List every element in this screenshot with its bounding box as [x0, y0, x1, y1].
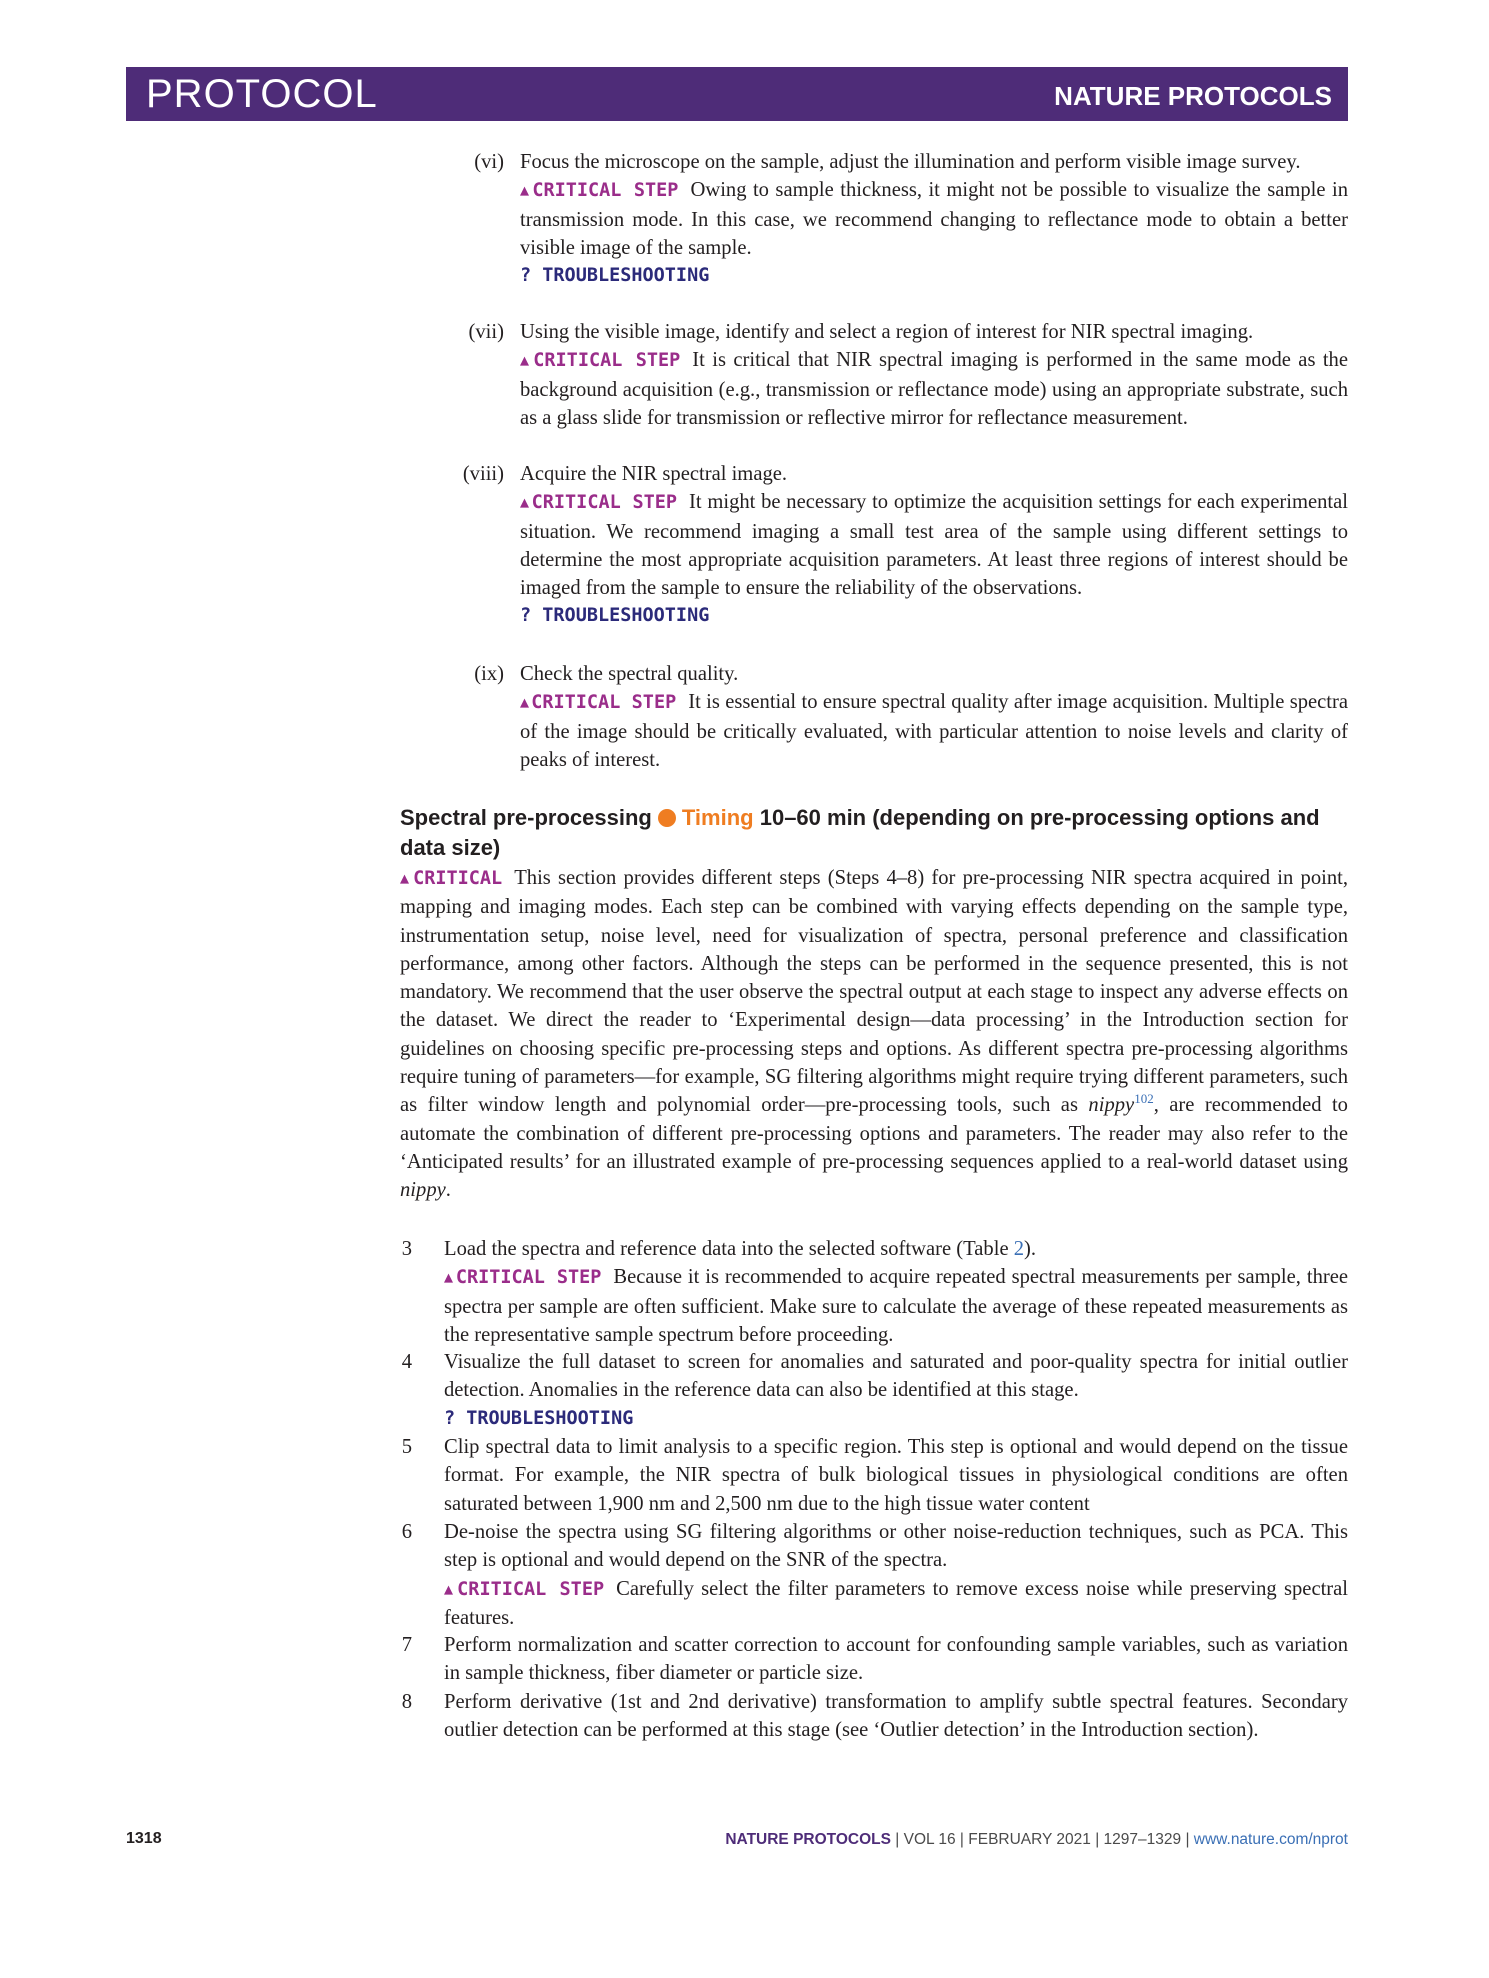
timing-label: Timing — [681, 805, 754, 830]
triangle-icon: ▲ — [520, 493, 530, 512]
timing-value: 10–60 min (depending on pre-processing options and data size) — [400, 805, 1320, 860]
step-number: (ix) — [474, 663, 504, 685]
troubleshooting-label: ? TROUBLESHOOTING — [520, 605, 710, 627]
step-number: 4 — [401, 1351, 412, 1373]
footer-journal: NATURE PROTOCOLS — [725, 1831, 891, 1848]
header-bar — [126, 67, 1348, 121]
step-number: 8 — [401, 1691, 412, 1713]
critical-step-label: ▲ CRITICAL STEP — [444, 1267, 602, 1289]
footer-pages: 1297–1329 — [1103, 1831, 1182, 1848]
step-ix — [520, 660, 1348, 774]
critical-step-label: ▲ CRITICAL STEP — [520, 180, 679, 202]
triangle-icon: ▲ — [444, 1268, 454, 1287]
section-heading — [400, 803, 1348, 863]
step-5 — [444, 1433, 1348, 1518]
step-text: De-noise the spectra using SG filtering algorithms or other noise-reduction techniques, such as PCA. This step is optional and would depend on the SNR of the spectra. — [444, 1521, 1348, 1572]
step-4 — [444, 1348, 1348, 1433]
critical-step-note: ▲ CRITICAL STEP Because it is recommended to acquire repeated spectral measurements per sample, three spectra per sample are often sufficient. Make sure to calculate the average of these repeated measurements as the representative sample spectrum before proceeding. — [444, 1266, 1349, 1346]
step-6 — [444, 1518, 1348, 1632]
step-7 — [444, 1631, 1348, 1688]
step-vii — [520, 318, 1348, 432]
step-text: Acquire the NIR spectral image. — [520, 463, 788, 485]
step-number: 3 — [401, 1238, 412, 1260]
step-number: (vi) — [474, 151, 504, 173]
step-text: Load the spectra and reference data into the selected software (Table 2). — [444, 1238, 1037, 1260]
page-number: 1318 — [126, 1830, 162, 1847]
timing-dot-icon — [658, 809, 676, 827]
step-number: 6 — [401, 1521, 412, 1543]
step-number: (viii) — [462, 463, 504, 485]
step-number: (vii) — [468, 321, 504, 343]
troubleshooting-label: ? TROUBLESHOOTING — [444, 1407, 634, 1429]
section-intro: ▲ CRITICAL This section provides different steps (Steps 4–8) for pre-processing NIR spectra acquired in point, mapping and imaging modes. Each step can be combined with varying effects depending on the sample type, instrumentation setup, noise level, need for visualization of spectra, personal preference and classification performance, among other factors. Although the steps can be performed in the sequence presented, this is not mandatory. We recommend that the user observe the spectral output at each stage to inspect any adverse effects on the dataset. We direct the reader to ‘Experimental design—data processing’ in the Introduction section for guidelines on choosing specific pre-processing steps and options. As different spectra pre-processing algorithms require tuning of parameters—for example, SG filtering algorithms might require trying different parameters, such as filter window length and polynomial order—pre-processing tools, such as nippy$^{102}$, are recommended to automate the combination of different pre-processing options and parameters. The reader may also refer to the ‘Anticipated results’ for an illustrated example of pre-processing sequences applied to a real-world dataset using nippy. — [400, 867, 1349, 1202]
critical-step-note: ▲ CRITICAL STEP It might be necessary to optimize the acquisition settings for each experimental situation. We recommend imaging a small test area of the sample using different settings to determine the most appropriate acquisition parameters. At least three regions of interest should be imaged from the sample to ensure the reliability of the observations. — [520, 491, 1348, 600]
step-viii — [520, 460, 1348, 631]
step-text: Focus the microscope on the sample, adjust the illumination and perform visible image survey. — [520, 151, 1301, 173]
table-link[interactable]: 2 — [1013, 1238, 1025, 1260]
footer-citation: NATURE PROTOCOLS | VOL 16 | FEBRUARY 2021 | 1297–1329 | www.nature.com/nprot — [725, 1831, 1348, 1848]
troubleshooting-label: ? TROUBLESHOOTING — [520, 265, 710, 287]
critical-label: ▲ CRITICAL — [400, 868, 503, 889]
step-text: Visualize the full dataset to screen for anomalies and saturated and poor-quality spectra for initial outlier detection. Anomalies in the reference data can also be identified at this stage. — [444, 1351, 1348, 1402]
footer-volume: VOL 16 — [903, 1831, 956, 1848]
step-text: Perform derivative (1st and 2nd derivative) transformation to amplify subtle spectral features. Secondary outlier detection can be performed at this stage (see ‘Outlier detection’ in the Introduction section). — [444, 1691, 1348, 1742]
triangle-icon: ▲ — [520, 181, 531, 200]
journal-url-link[interactable]: www.nature.com/nprot — [1193, 1831, 1348, 1848]
critical-step-note: ▲ CRITICAL STEP It is critical that NIR spectral imaging is performed in the same mode as the background acquisition (e.g., transmission or reflectance mode) using an appropriate substrate, such as a glass slide for transmission or reflective mirror for reflectance measurement. — [520, 349, 1348, 429]
triangle-icon: ▲ — [520, 351, 532, 370]
step-text: Clip spectral data to limit analysis to a specific region. This step is optional and would depend on the tissue format. For example, the NIR spectra of bulk biological tissues in physiological conditions are often saturated between 1,900 nm and 2,500 nm due to the high tissue water content — [444, 1436, 1348, 1515]
step-text: Perform normalization and scatter correction to account for confounding sample variables, such as variation in sample thickness, fiber diameter or particle size. — [444, 1634, 1348, 1685]
intro-text-1: This section provides different steps (Steps 4–8) for pre-processing NIR spectra acquired in point, mapping and imaging modes. Each step can be combined with varying effects depending on the sample type, instrumentation setup, noise level, need for visualization of spectra, personal preference and classification performance, among other factors. Although the steps can be performed in the sequence presented, this is not mandatory. We recommend that the user observe the spectral output at each stage to inspect any adverse effects on the dataset. We direct the reader to ‘Experimental design—data processing’ in the Introduction section for guidelines on choosing specific pre-processing steps and options. As different spectra pre-processing algorithms require tuning of parameters—for example, SG filtering algorithms might require trying different parameters, such as filter window length and polynomial order—pre-processing tools, such as — [400, 867, 1349, 1117]
step-number: 7 — [401, 1634, 412, 1656]
tool-name: nippy — [1088, 1094, 1135, 1117]
triangle-icon: ▲ — [444, 1579, 456, 1598]
footer-date: FEBRUARY 2021 — [968, 1831, 1091, 1848]
critical-step-label: ▲ CRITICAL STEP — [520, 350, 681, 372]
critical-step-note: ▲ CRITICAL STEP Owing to sample thickness, it might not be possible to visualize the sample in transmission mode. In this case, we recommend changing to reflectance mode to obtain a better visible image of the sample. — [520, 179, 1349, 259]
step-vi — [520, 148, 1348, 290]
triangle-icon: ▲ — [520, 693, 530, 712]
step-text: Check the spectral quality. — [520, 663, 739, 685]
journal-name: NATURE PROTOCOLS — [1054, 81, 1332, 111]
triangle-icon: ▲ — [400, 869, 412, 887]
critical-step-note: ▲ CRITICAL STEP It is essential to ensure spectral quality after image acquisition. Multiple spectra of the image should be critically evaluated, with particular attention to noise levels and clarity of peaks of interest. — [520, 691, 1349, 771]
critical-step-note: ▲ CRITICAL STEP Carefully select the filter parameters to remove excess noise while preserving spectral features. — [444, 1577, 1349, 1629]
critical-step-label: ▲ CRITICAL STEP — [520, 692, 677, 714]
critical-step-label: ▲ CRITICAL STEP — [520, 492, 678, 514]
tool-name: nippy — [400, 1179, 446, 1202]
step-8 — [444, 1688, 1348, 1745]
section-title: Spectral pre-processing — [400, 805, 652, 830]
intro-text-2: , are recommended to automate the combination of different pre-processing options and parameters. The reader may also refer to the ‘Anticipated results’ for an illustrated example of pre-processing sequences applied to a real-world dataset using — [400, 1094, 1348, 1173]
critical-step-label: ▲ CRITICAL STEP — [444, 1578, 605, 1600]
reference-link[interactable]: 102 — [1134, 1091, 1154, 1107]
step-number: 5 — [401, 1436, 412, 1458]
section-label: PROTOCOL — [146, 72, 378, 116]
step-text: Using the visible image, identify and select a region of interest for NIR spectral imaging. — [520, 321, 1254, 343]
step-3 — [444, 1235, 1348, 1349]
